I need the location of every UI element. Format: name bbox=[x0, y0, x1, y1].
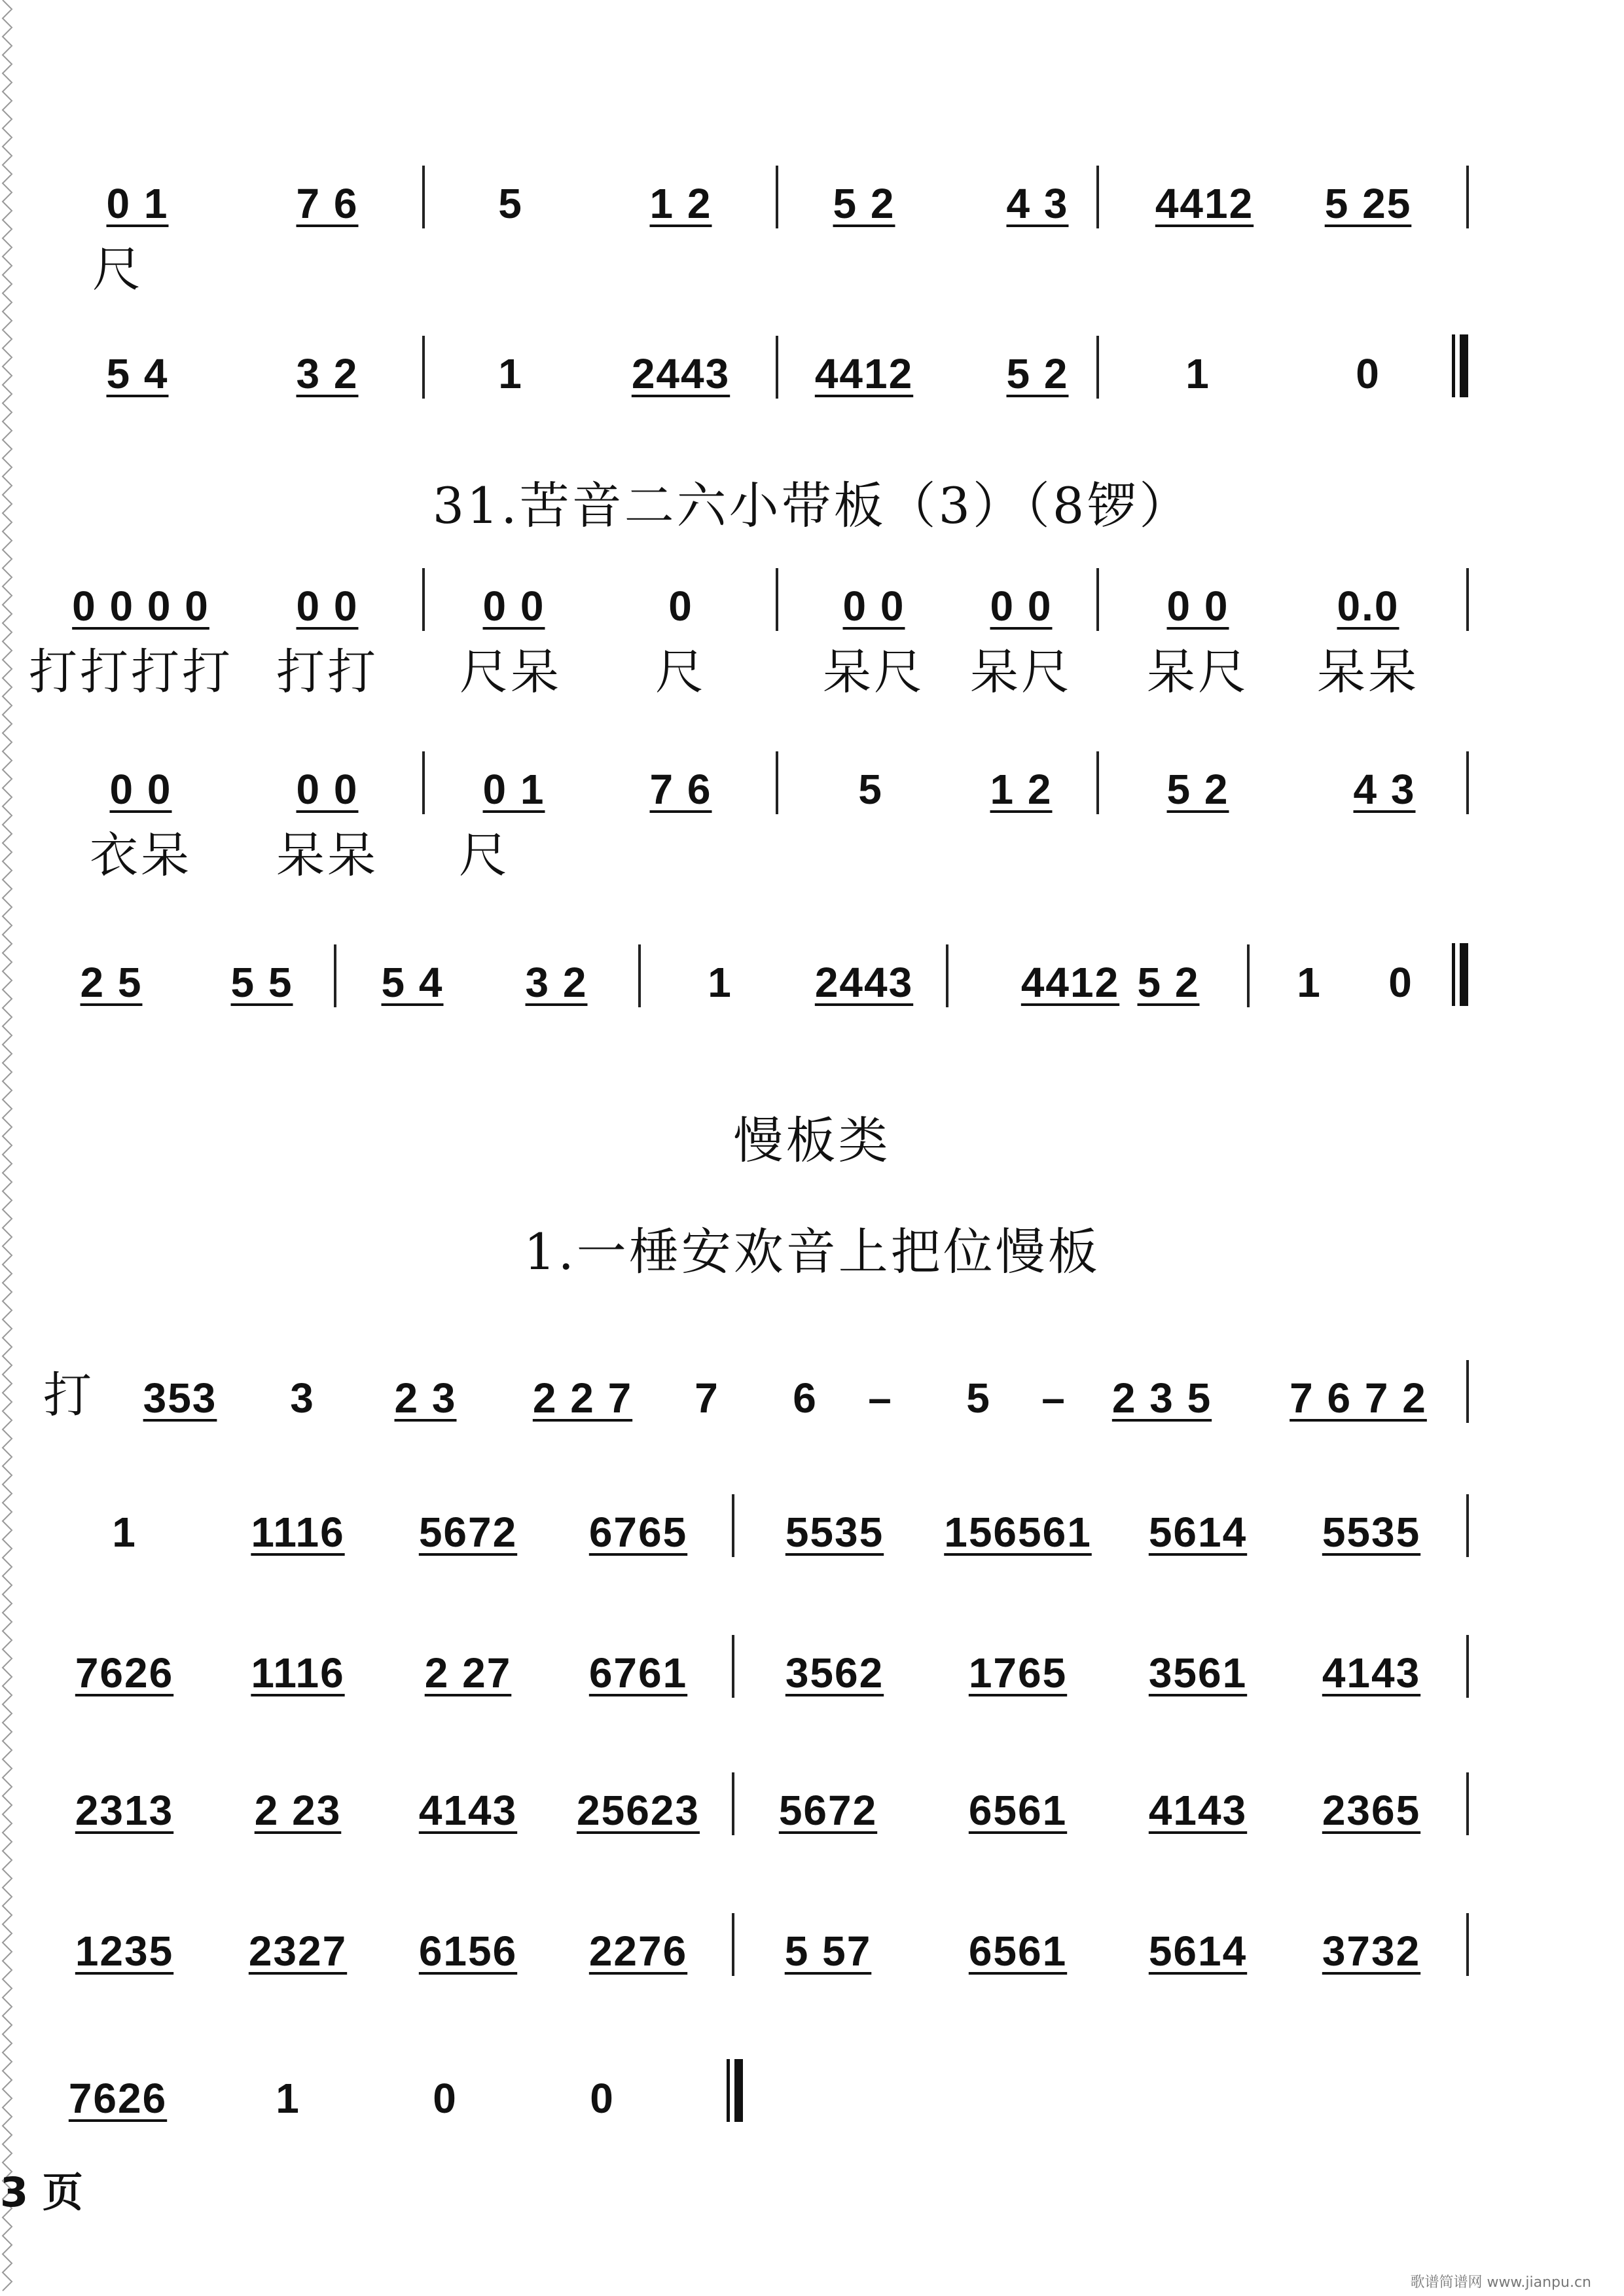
note-group: 6765 bbox=[588, 1509, 688, 1556]
note-group: 7 bbox=[695, 1374, 719, 1422]
note-group: 4412 bbox=[1020, 959, 1120, 1006]
barline bbox=[732, 1913, 734, 1976]
lyric-syllables: 呆呆 bbox=[276, 827, 378, 884]
note-group: 1 2 bbox=[990, 766, 1053, 813]
note-group: 0 bbox=[433, 2075, 458, 2122]
note-group: 5 5 bbox=[230, 959, 293, 1006]
score-line bbox=[0, 576, 1624, 707]
note-group: 4143 bbox=[1322, 1649, 1421, 1696]
note-group: 3 2 bbox=[525, 959, 588, 1006]
lyric-syllables: 呆尺 bbox=[1147, 644, 1249, 700]
note-group: 3 2 bbox=[296, 350, 359, 397]
barline bbox=[1466, 751, 1469, 814]
note-group: 1 bbox=[1185, 350, 1210, 397]
barline bbox=[732, 1635, 734, 1698]
watermark: 歌谱简谱网 www.jianpu.cn bbox=[1410, 2274, 1591, 2291]
note-group: 5 bbox=[498, 180, 523, 227]
note-group: 7626 bbox=[68, 2075, 168, 2122]
note-group: 4412 bbox=[1155, 180, 1254, 227]
note-group: 7 6 bbox=[649, 766, 712, 813]
barline bbox=[1466, 568, 1469, 631]
note-group: 0 bbox=[1356, 350, 1380, 397]
note-group: 6561 bbox=[968, 1787, 1068, 1834]
note-group: 2365 bbox=[1322, 1787, 1421, 1834]
note-group: 5 2 bbox=[1006, 350, 1069, 397]
note-group: 5535 bbox=[1322, 1509, 1421, 1556]
note-group: 2 2 7 bbox=[532, 1374, 633, 1422]
lyric-syllables: 打打 bbox=[276, 644, 378, 700]
note-group: 3732 bbox=[1322, 1928, 1421, 1975]
note-group: 2443 bbox=[631, 350, 731, 397]
note-group: 1 bbox=[276, 2075, 300, 2122]
note-group: 0 0 bbox=[482, 583, 545, 630]
note-group: 0 0 bbox=[842, 583, 905, 630]
note-group: 5 57 bbox=[784, 1928, 872, 1975]
note-group: 5 bbox=[858, 766, 883, 813]
note-group: 4143 bbox=[1148, 1787, 1248, 1834]
note-group: 5 bbox=[966, 1374, 991, 1422]
barline bbox=[1466, 1494, 1469, 1557]
note-group: 6156 bbox=[418, 1928, 518, 1975]
note-group: 0 0 bbox=[296, 583, 359, 630]
note-group: 2327 bbox=[248, 1928, 348, 1975]
piece-title-31: 31.苦音二六小带板（3）（8锣） bbox=[432, 476, 1192, 535]
lyric-syllables: 尺呆 bbox=[460, 644, 562, 700]
note-group: 0 0 0 0 bbox=[72, 583, 209, 630]
barline bbox=[1096, 751, 1099, 814]
note-group: 7626 bbox=[75, 1649, 174, 1696]
note-group: 0 0 bbox=[109, 766, 172, 813]
score-line bbox=[0, 1643, 1624, 1774]
barline bbox=[1096, 568, 1099, 631]
barline bbox=[422, 336, 425, 399]
score-line bbox=[0, 1921, 1624, 2052]
note-group: 0 1 bbox=[482, 766, 545, 813]
score-line bbox=[0, 1780, 1624, 1911]
note-group: 5 2 bbox=[833, 180, 895, 227]
barline bbox=[1096, 166, 1099, 228]
note-group: 156561 bbox=[944, 1509, 1092, 1556]
note-group: 25623 bbox=[577, 1787, 700, 1834]
barline bbox=[1466, 1913, 1469, 1976]
note-group: 2276 bbox=[588, 1928, 688, 1975]
barline bbox=[776, 568, 778, 631]
note-group: 3562 bbox=[785, 1649, 884, 1696]
score-line bbox=[0, 759, 1624, 890]
note-group: 0 0 bbox=[296, 766, 359, 813]
note-group: 6 bbox=[793, 1374, 818, 1422]
note-group: 1765 bbox=[968, 1649, 1068, 1696]
barline bbox=[732, 1772, 734, 1835]
note-group: 6561 bbox=[968, 1928, 1068, 1975]
note-group: 1 bbox=[1297, 959, 1322, 1006]
score-line bbox=[0, 173, 1624, 304]
lyric-syllables: 尺 bbox=[655, 644, 706, 700]
note-group: 5614 bbox=[1148, 1928, 1248, 1975]
note-group: 1 bbox=[708, 959, 732, 1006]
note-group: 1116 bbox=[251, 1509, 345, 1556]
barline bbox=[946, 944, 948, 1007]
page-number: 3 页 bbox=[0, 2168, 83, 2216]
note-group: 4 3 bbox=[1006, 180, 1069, 227]
note-group: 1 bbox=[112, 1509, 137, 1556]
note-group: 1235 bbox=[75, 1928, 174, 1975]
note-group: 1 2 bbox=[649, 180, 712, 227]
note-group: 2 23 bbox=[254, 1787, 342, 1834]
note-group: 5 4 bbox=[381, 959, 444, 1006]
note-group: 3561 bbox=[1148, 1649, 1248, 1696]
barline bbox=[732, 1494, 734, 1557]
barline bbox=[334, 944, 336, 1007]
lyric-syllables: 尺 bbox=[459, 827, 510, 884]
final-barline bbox=[727, 2059, 744, 2122]
note-group: 6761 bbox=[588, 1649, 688, 1696]
note-group: 2 27 bbox=[424, 1649, 512, 1696]
note-group: 5672 bbox=[778, 1787, 878, 1834]
note-group: 4143 bbox=[418, 1787, 518, 1834]
barline bbox=[1466, 166, 1469, 228]
note-group: 2443 bbox=[814, 959, 914, 1006]
note-group: 0 0 bbox=[990, 583, 1053, 630]
barline bbox=[776, 166, 778, 228]
note-group: 4412 bbox=[814, 350, 914, 397]
barline bbox=[422, 568, 425, 631]
note-group: 2313 bbox=[75, 1787, 174, 1834]
barline bbox=[638, 944, 641, 1007]
note-group: 5 4 bbox=[106, 350, 169, 397]
note-group: 5 25 bbox=[1324, 180, 1412, 227]
final-barline bbox=[1452, 943, 1469, 1006]
note-group: 7 6 7 2 bbox=[1290, 1374, 1427, 1422]
note-group: 2 3 bbox=[394, 1374, 457, 1422]
note-group: – bbox=[868, 1374, 893, 1422]
score-line bbox=[0, 2068, 1624, 2199]
barline bbox=[1466, 1360, 1469, 1423]
score-line bbox=[0, 952, 1624, 1083]
note-group: 0 0 bbox=[1166, 583, 1229, 630]
barline bbox=[776, 336, 778, 399]
note-group: 353 bbox=[143, 1374, 217, 1422]
piece-title-1: 1.一棰安欢音上把位慢板 bbox=[524, 1223, 1100, 1281]
lyric-syllables: 呆尺 bbox=[970, 644, 1072, 700]
note-group: 4 3 bbox=[1353, 766, 1416, 813]
note-group: 3 bbox=[290, 1374, 315, 1422]
barline bbox=[422, 751, 425, 814]
barline bbox=[1466, 1635, 1469, 1698]
lyric-syllables: 呆呆 bbox=[1317, 644, 1419, 700]
score-line bbox=[0, 344, 1624, 475]
note-group: 7 6 bbox=[296, 180, 359, 227]
note-group: 0 1 bbox=[106, 180, 169, 227]
score-line bbox=[0, 1368, 1624, 1499]
barline bbox=[1096, 336, 1099, 399]
note-group: 0.0 bbox=[1337, 583, 1399, 630]
note-group: 5672 bbox=[418, 1509, 518, 1556]
note-group: 1116 bbox=[251, 1649, 345, 1696]
note-group: 2 3 5 bbox=[1111, 1374, 1212, 1422]
note-group: 1 bbox=[498, 350, 523, 397]
final-barline bbox=[1452, 334, 1469, 397]
score-line bbox=[0, 1502, 1624, 1633]
note-group: 5614 bbox=[1148, 1509, 1248, 1556]
note-group: 2 5 bbox=[80, 959, 143, 1006]
barline bbox=[422, 166, 425, 228]
barline bbox=[1466, 1772, 1469, 1835]
lyric-syllables: 呆尺 bbox=[823, 644, 925, 700]
note-group: 5 2 bbox=[1137, 959, 1200, 1006]
note-group: 0 bbox=[590, 2075, 615, 2122]
note-group: 0 bbox=[1388, 959, 1413, 1006]
lyric-syllables: 衣呆 bbox=[90, 827, 192, 884]
barline bbox=[776, 751, 778, 814]
note-group: 5535 bbox=[785, 1509, 884, 1556]
lyric-syllables: 尺 bbox=[92, 242, 143, 298]
note-group: 5 2 bbox=[1166, 766, 1229, 813]
note-group: 0 bbox=[668, 583, 693, 630]
lyric-syllables: 打打打打 bbox=[29, 644, 233, 700]
barline bbox=[1247, 944, 1250, 1007]
lead-syllable: 打 bbox=[43, 1367, 94, 1424]
note-group: – bbox=[1041, 1374, 1066, 1422]
section-heading-slow: 慢板类 bbox=[733, 1111, 891, 1170]
